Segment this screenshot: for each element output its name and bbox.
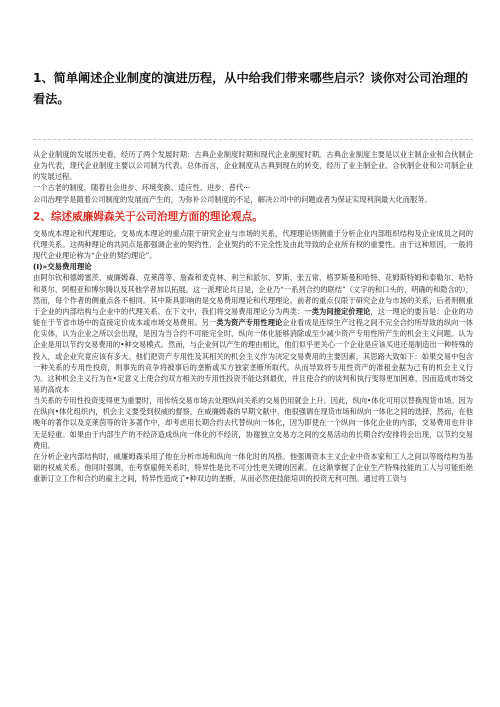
body-text-c: 企业看成是连续生产过程之间不完全合约所导致的纵向一体化实体，认为企业之所以会出现，是因为当合约不可能完全时，纵向一体化能够消除或至少减少资产专用性所产生的机会主义问题。认为企业是用以节约交易费用的•种交易模式。然而，与企业何以产生的理由相比，他们似乎更关心一个企业是应该买进还是制造出一种特殊的投入，或企业究竟应该有多大。他们把资产专用性及其相关的机会主义作为决定交易费用的主要因素，其思路大致如下：如果交易中包含一种关系的专用性投资，则事先的竞争将被事后的垄断或买方独家垄断所取代。从而导致将专用性资产的准租金据为己有的机会主义行为。这种机会主义行为在•定意义上使合约双方相关的专用性投资不能达到最优，并且使合约的谈判和执行变得更加困难，因而造成市场交易的高成本	[33, 318, 473, 394]
question-2-heading: 2、综述威廉姆森关于公司治理方面的理论观点。	[33, 210, 263, 223]
section-divider	[33, 139, 473, 140]
question-1-heading: 1、简单阐述企业制度的演进历程，从中给我们带来哪些启示？谈你对公司治理的看法。	[33, 71, 469, 106]
bold-term-indirect-pricing: 一类为间接定价理论	[304, 306, 371, 316]
answer-2-intro: 交易成本理论和代理理论。交易成本理论的重点限于研究企业与市场的关系，代理理论则侧重于分析企业内部组织结构及企业成员之间的代理关系。这两种理论的共同点是都强调企业的契约性、企业契约的不完全性及由此导致的企业所有权的重要性。由于这种原因，一般将现代企业理论称为“企业的契约理论”。	[33, 228, 473, 261]
body-text-b: ，这一理论的要旨是：企业的功能在于节省市场中的直接定价成本或市场交易费用。另一	[33, 306, 473, 328]
bold-term-asset-specificity: 类为资产专用性理论	[216, 318, 283, 328]
body-text-a: 由阿尔钦和德姆塞茨、威廉姆森、克莱茵等、詹森和麦克林、利兰和派尔、罗斯、张五常、格罗斯曼和哈特、花姆斯特姆和泰勒尔、哈特和莫尔、阿根亚和博尔腾以及其他学者加以拓展。这一派理论共目是，企业乃“一系列合约的联结”（文字的和口头的，明确的和隐含的），然而，每个作者的侧重点各不相同。其中斯具影响的是交易费用理论和代理理论。前者的重点仅限于研究企业与市场的关系，后者则侧重于企业的内部结构与企业中的代理关系。在下文中，我们将交易费用理论分为两类：	[33, 273, 473, 316]
answer-2-internal-structure-paragraph: 在分析企业内部结构时，威廉姆森采用了他在分析市场和纵向一体化时的风格。他强调资本主义企业中资本家和工人之间以等级结构为基础的权威关系，他同时强调，在考察雇佣关系时，特异性是比不可分性更关键的因素。在这渐掌握了企业生产特殊技能的工人与可能拒绝重新订立工作和合约的雇主之间，特异性造成了•种双边的垄断，从而必然使技能培训的投资无利可图。通过将工资与	[33, 451, 473, 484]
section-heading-transaction-cost: (I)»交易费用理论	[33, 262, 92, 272]
answer-1-paragraph-3: 公司治理学是随着公司制度的发展而产生的，为弥补公司制度的不足，解决公司中的问题或者为保证实现利润最大化而服务。	[33, 194, 432, 204]
answer-1-paragraph-1: 从企业制度的发展历史看，经历了两个发展时期：古典企业制度时期和现代企业制度时期。古典企业制度主要是以业主制企业和合伙制企业为代表，现代企业制度主要以公司制为代表。总体而言，企业制度从古典到现在的转变，经历了业主制企业、合伙制企业和公司制企业的发展过程。	[33, 150, 473, 182]
answer-1-paragraph-2: 一个古老的制度，随着社会进步、环境变换、适应性、进步、普代···	[33, 183, 251, 193]
document-page	[33, 68, 473, 484]
answer-2-vertical-integration-paragraph: 当关系的专用性投资变得更为重要时，用传统交易市场去处理纵向关系的交易仍用就会上升。因此，纵向•体化可用以替换现货市场。因为在纵向•体化组织内，机会主义要受到权威的督察，在威廉姆森的早期文献中，他很强调在现货市场和纵向一体化之间的选择，然而，在他晚年的著作以及克莱茵等的许多著作中，却考虑用长期合约去代替纵向一体化，因为即使在一个纵向一体化企业的内部，交易费用也并非无足轻重。如果由于内部生产的不经济造成纵向一体化的不经济，协谢独立交易方之间的交易活动的长期合约安排将会出现，以节约交易费用。	[33, 396, 473, 450]
answer-2-body-paragraph	[33, 272, 473, 395]
